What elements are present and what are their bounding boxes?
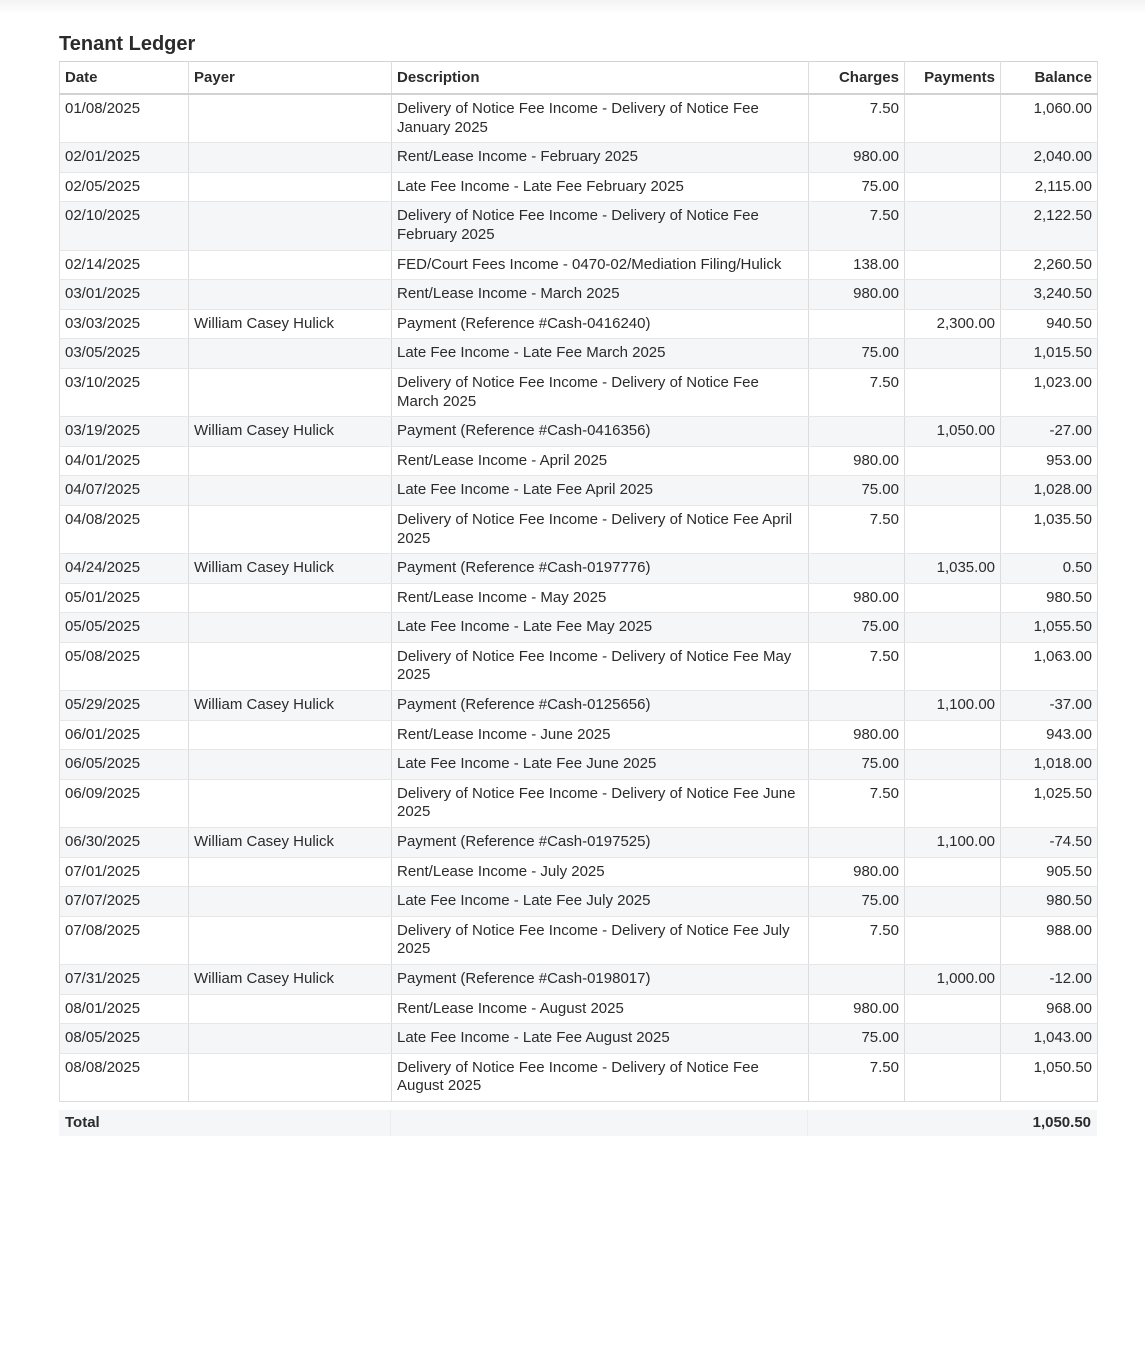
cell-date: 05/08/2025 bbox=[60, 642, 189, 690]
cell-charges: 7.50 bbox=[809, 505, 905, 553]
table-row bbox=[60, 554, 1098, 584]
cell-charges bbox=[809, 309, 905, 339]
table-row bbox=[60, 750, 1098, 780]
table-row bbox=[60, 339, 1098, 369]
cell-description: Rent/Lease Income - April 2025 bbox=[392, 446, 809, 476]
cell-charges: 75.00 bbox=[809, 613, 905, 643]
cell-description: Late Fee Income - Late Fee May 2025 bbox=[392, 613, 809, 643]
table-row bbox=[60, 476, 1098, 506]
cell-payer bbox=[189, 779, 392, 827]
cell-date: 02/10/2025 bbox=[60, 202, 189, 250]
cell-charges: 980.00 bbox=[809, 720, 905, 750]
cell-date: 08/08/2025 bbox=[60, 1053, 189, 1101]
cell-payments bbox=[905, 446, 1001, 476]
cell-description: Rent/Lease Income - May 2025 bbox=[392, 583, 809, 613]
table-row bbox=[60, 94, 1098, 143]
cell-date: 03/19/2025 bbox=[60, 417, 189, 447]
cell-balance: 1,015.50 bbox=[1001, 339, 1098, 369]
cell-charges: 7.50 bbox=[809, 916, 905, 964]
cell-payer bbox=[189, 339, 392, 369]
cell-charges bbox=[809, 691, 905, 721]
col-header-payments[interactable]: Payments bbox=[905, 62, 1001, 95]
cell-balance: 2,115.00 bbox=[1001, 172, 1098, 202]
cell-balance: 1,043.00 bbox=[1001, 1024, 1098, 1054]
cell-payments bbox=[905, 583, 1001, 613]
cell-payer bbox=[189, 368, 392, 416]
ledger-table bbox=[59, 61, 1098, 1102]
cell-balance: 2,260.50 bbox=[1001, 250, 1098, 280]
cell-payments bbox=[905, 613, 1001, 643]
cell-balance: 2,122.50 bbox=[1001, 202, 1098, 250]
cell-payer: William Casey Hulick bbox=[189, 309, 392, 339]
total-label: Total bbox=[65, 1114, 100, 1131]
cell-balance: 3,240.50 bbox=[1001, 280, 1098, 310]
cell-payer bbox=[189, 202, 392, 250]
cell-charges bbox=[809, 554, 905, 584]
cell-payer bbox=[189, 250, 392, 280]
cell-payments: 1,050.00 bbox=[905, 417, 1001, 447]
cell-payments bbox=[905, 857, 1001, 887]
cell-date: 07/08/2025 bbox=[60, 916, 189, 964]
table-row bbox=[60, 720, 1098, 750]
cell-balance: -12.00 bbox=[1001, 965, 1098, 995]
ledger-body bbox=[60, 94, 1098, 1101]
cell-balance: 953.00 bbox=[1001, 446, 1098, 476]
cell-description: Payment (Reference #Cash-0416356) bbox=[392, 417, 809, 447]
col-header-balance[interactable]: Balance bbox=[1001, 62, 1098, 95]
table-row bbox=[60, 368, 1098, 416]
cell-payer bbox=[189, 1053, 392, 1101]
cell-date: 04/07/2025 bbox=[60, 476, 189, 506]
cell-payer bbox=[189, 1024, 392, 1054]
table-row bbox=[60, 1024, 1098, 1054]
cell-balance: -27.00 bbox=[1001, 417, 1098, 447]
cell-description: Payment (Reference #Cash-0125656) bbox=[392, 691, 809, 721]
table-row bbox=[60, 250, 1098, 280]
cell-charges bbox=[809, 965, 905, 995]
cell-payer bbox=[189, 750, 392, 780]
cell-date: 02/01/2025 bbox=[60, 143, 189, 173]
cell-balance: 980.50 bbox=[1001, 887, 1098, 917]
cell-description: Payment (Reference #Cash-0198017) bbox=[392, 965, 809, 995]
total-row bbox=[59, 1110, 1097, 1136]
table-row bbox=[60, 505, 1098, 553]
cell-payer bbox=[189, 94, 392, 143]
cell-charges bbox=[809, 417, 905, 447]
total-divider bbox=[390, 1110, 391, 1136]
cell-date: 06/30/2025 bbox=[60, 828, 189, 858]
cell-description: FED/Court Fees Income - 0470-02/Mediation Filing/Hulick bbox=[392, 250, 809, 280]
cell-description: Rent/Lease Income - July 2025 bbox=[392, 857, 809, 887]
cell-payer bbox=[189, 172, 392, 202]
cell-payer: William Casey Hulick bbox=[189, 417, 392, 447]
cell-date: 03/10/2025 bbox=[60, 368, 189, 416]
cell-date: 04/08/2025 bbox=[60, 505, 189, 553]
cell-payer bbox=[189, 720, 392, 750]
cell-payments bbox=[905, 339, 1001, 369]
cell-balance: 940.50 bbox=[1001, 309, 1098, 339]
table-row bbox=[60, 583, 1098, 613]
cell-balance: 1,018.00 bbox=[1001, 750, 1098, 780]
col-header-date[interactable]: Date bbox=[60, 62, 189, 95]
table-row bbox=[60, 691, 1098, 721]
cell-charges: 7.50 bbox=[809, 1053, 905, 1101]
cell-payer bbox=[189, 994, 392, 1024]
cell-description: Payment (Reference #Cash-0197776) bbox=[392, 554, 809, 584]
cell-description: Delivery of Notice Fee Income - Delivery of Notice Fee February 2025 bbox=[392, 202, 809, 250]
cell-payments bbox=[905, 94, 1001, 143]
total-value: 1,050.50 bbox=[1032, 1114, 1091, 1131]
cell-date: 05/29/2025 bbox=[60, 691, 189, 721]
table-header-row bbox=[60, 62, 1098, 95]
cell-description: Delivery of Notice Fee Income - Delivery of Notice Fee May 2025 bbox=[392, 642, 809, 690]
table-row bbox=[60, 446, 1098, 476]
cell-payments bbox=[905, 202, 1001, 250]
cell-charges: 75.00 bbox=[809, 887, 905, 917]
cell-payer bbox=[189, 280, 392, 310]
cell-charges: 75.00 bbox=[809, 476, 905, 506]
cell-charges: 7.50 bbox=[809, 94, 905, 143]
cell-payments bbox=[905, 1024, 1001, 1054]
cell-date: 03/05/2025 bbox=[60, 339, 189, 369]
cell-balance: 1,025.50 bbox=[1001, 779, 1098, 827]
table-row bbox=[60, 779, 1098, 827]
cell-balance: 968.00 bbox=[1001, 994, 1098, 1024]
cell-balance: 1,028.00 bbox=[1001, 476, 1098, 506]
cell-description: Late Fee Income - Late Fee March 2025 bbox=[392, 339, 809, 369]
cell-date: 08/05/2025 bbox=[60, 1024, 189, 1054]
cell-date: 04/24/2025 bbox=[60, 554, 189, 584]
cell-balance: 905.50 bbox=[1001, 857, 1098, 887]
cell-date: 02/14/2025 bbox=[60, 250, 189, 280]
cell-description: Delivery of Notice Fee Income - Delivery of Notice Fee July 2025 bbox=[392, 916, 809, 964]
cell-payments: 1,100.00 bbox=[905, 691, 1001, 721]
cell-description: Late Fee Income - Late Fee July 2025 bbox=[392, 887, 809, 917]
cell-payments bbox=[905, 750, 1001, 780]
cell-balance: 1,035.50 bbox=[1001, 505, 1098, 553]
cell-payer: William Casey Hulick bbox=[189, 691, 392, 721]
cell-balance: 1,050.50 bbox=[1001, 1053, 1098, 1101]
cell-payer bbox=[189, 505, 392, 553]
cell-date: 03/01/2025 bbox=[60, 280, 189, 310]
table-row bbox=[60, 916, 1098, 964]
cell-payments: 1,035.00 bbox=[905, 554, 1001, 584]
cell-balance: 980.50 bbox=[1001, 583, 1098, 613]
cell-date: 07/07/2025 bbox=[60, 887, 189, 917]
cell-payer bbox=[189, 887, 392, 917]
cell-payments bbox=[905, 476, 1001, 506]
cell-description: Late Fee Income - Late Fee June 2025 bbox=[392, 750, 809, 780]
cell-payments bbox=[905, 642, 1001, 690]
cell-charges: 75.00 bbox=[809, 172, 905, 202]
cell-charges: 138.00 bbox=[809, 250, 905, 280]
cell-balance: 988.00 bbox=[1001, 916, 1098, 964]
table-row bbox=[60, 994, 1098, 1024]
cell-payments bbox=[905, 280, 1001, 310]
cell-date: 08/01/2025 bbox=[60, 994, 189, 1024]
cell-charges: 980.00 bbox=[809, 446, 905, 476]
cell-payments bbox=[905, 1053, 1001, 1101]
table-row bbox=[60, 965, 1098, 995]
cell-payer bbox=[189, 857, 392, 887]
table-row bbox=[60, 202, 1098, 250]
col-header-description[interactable]: Description bbox=[392, 62, 809, 95]
cell-date: 02/05/2025 bbox=[60, 172, 189, 202]
col-header-charges[interactable]: Charges bbox=[809, 62, 905, 95]
cell-description: Delivery of Notice Fee Income - Delivery of Notice Fee March 2025 bbox=[392, 368, 809, 416]
table-row bbox=[60, 172, 1098, 202]
cell-payments bbox=[905, 887, 1001, 917]
table-row bbox=[60, 887, 1098, 917]
table-row bbox=[60, 417, 1098, 447]
cell-description: Delivery of Notice Fee Income - Delivery of Notice Fee June 2025 bbox=[392, 779, 809, 827]
cell-description: Rent/Lease Income - March 2025 bbox=[392, 280, 809, 310]
cell-payments: 1,000.00 bbox=[905, 965, 1001, 995]
cell-date: 04/01/2025 bbox=[60, 446, 189, 476]
cell-balance: 0.50 bbox=[1001, 554, 1098, 584]
cell-description: Delivery of Notice Fee Income - Delivery of Notice Fee August 2025 bbox=[392, 1053, 809, 1101]
cell-payer bbox=[189, 613, 392, 643]
cell-charges: 980.00 bbox=[809, 857, 905, 887]
cell-date: 07/01/2025 bbox=[60, 857, 189, 887]
cell-description: Late Fee Income - Late Fee August 2025 bbox=[392, 1024, 809, 1054]
cell-description: Rent/Lease Income - June 2025 bbox=[392, 720, 809, 750]
cell-balance: 1,023.00 bbox=[1001, 368, 1098, 416]
cell-date: 06/05/2025 bbox=[60, 750, 189, 780]
table-row bbox=[60, 857, 1098, 887]
cell-payments bbox=[905, 143, 1001, 173]
cell-payer bbox=[189, 143, 392, 173]
cell-payments bbox=[905, 779, 1001, 827]
table-row bbox=[60, 309, 1098, 339]
cell-payments: 1,100.00 bbox=[905, 828, 1001, 858]
cell-date: 03/03/2025 bbox=[60, 309, 189, 339]
cell-payments bbox=[905, 172, 1001, 202]
cell-payments: 2,300.00 bbox=[905, 309, 1001, 339]
cell-payments bbox=[905, 368, 1001, 416]
cell-date: 05/05/2025 bbox=[60, 613, 189, 643]
total-divider bbox=[807, 1110, 808, 1136]
cell-description: Payment (Reference #Cash-0197525) bbox=[392, 828, 809, 858]
cell-charges: 980.00 bbox=[809, 280, 905, 310]
cell-payments bbox=[905, 720, 1001, 750]
cell-payer bbox=[189, 476, 392, 506]
cell-payer: William Casey Hulick bbox=[189, 554, 392, 584]
cell-payments bbox=[905, 994, 1001, 1024]
cell-payer: William Casey Hulick bbox=[189, 965, 392, 995]
cell-description: Delivery of Notice Fee Income - Delivery of Notice Fee April 2025 bbox=[392, 505, 809, 553]
cell-description: Late Fee Income - Late Fee April 2025 bbox=[392, 476, 809, 506]
cell-charges: 7.50 bbox=[809, 202, 905, 250]
cell-payments bbox=[905, 505, 1001, 553]
cell-charges: 980.00 bbox=[809, 143, 905, 173]
cell-description: Late Fee Income - Late Fee February 2025 bbox=[392, 172, 809, 202]
cell-charges: 980.00 bbox=[809, 583, 905, 613]
cell-payer: William Casey Hulick bbox=[189, 828, 392, 858]
cell-balance: 943.00 bbox=[1001, 720, 1098, 750]
cell-balance: 2,040.00 bbox=[1001, 143, 1098, 173]
cell-balance: 1,063.00 bbox=[1001, 642, 1098, 690]
cell-payer bbox=[189, 916, 392, 964]
cell-date: 06/01/2025 bbox=[60, 720, 189, 750]
cell-description: Delivery of Notice Fee Income - Delivery of Notice Fee January 2025 bbox=[392, 94, 809, 143]
cell-payments bbox=[905, 250, 1001, 280]
cell-charges: 7.50 bbox=[809, 368, 905, 416]
cell-payer bbox=[189, 446, 392, 476]
table-row bbox=[60, 642, 1098, 690]
cell-description: Rent/Lease Income - August 2025 bbox=[392, 994, 809, 1024]
page-title: Tenant Ledger bbox=[59, 33, 196, 55]
cell-charges: 7.50 bbox=[809, 642, 905, 690]
cell-payer bbox=[189, 583, 392, 613]
cell-charges: 980.00 bbox=[809, 994, 905, 1024]
cell-balance: -74.50 bbox=[1001, 828, 1098, 858]
table-row bbox=[60, 1053, 1098, 1101]
cell-balance: 1,060.00 bbox=[1001, 94, 1098, 143]
cell-charges: 7.50 bbox=[809, 779, 905, 827]
cell-date: 01/08/2025 bbox=[60, 94, 189, 143]
cell-date: 07/31/2025 bbox=[60, 965, 189, 995]
cell-charges: 75.00 bbox=[809, 1024, 905, 1054]
table-row bbox=[60, 828, 1098, 858]
cell-description: Payment (Reference #Cash-0416240) bbox=[392, 309, 809, 339]
table-row bbox=[60, 613, 1098, 643]
cell-payments bbox=[905, 916, 1001, 964]
cell-balance: 1,055.50 bbox=[1001, 613, 1098, 643]
col-header-payer[interactable]: Payer bbox=[189, 62, 392, 95]
cell-charges bbox=[809, 828, 905, 858]
cell-balance: -37.00 bbox=[1001, 691, 1098, 721]
cell-charges: 75.00 bbox=[809, 750, 905, 780]
cell-date: 05/01/2025 bbox=[60, 583, 189, 613]
table-row bbox=[60, 280, 1098, 310]
cell-charges: 75.00 bbox=[809, 339, 905, 369]
cell-date: 06/09/2025 bbox=[60, 779, 189, 827]
cell-description: Rent/Lease Income - February 2025 bbox=[392, 143, 809, 173]
cell-payer bbox=[189, 642, 392, 690]
top-edge-shadow bbox=[0, 0, 1145, 14]
table-row bbox=[60, 143, 1098, 173]
